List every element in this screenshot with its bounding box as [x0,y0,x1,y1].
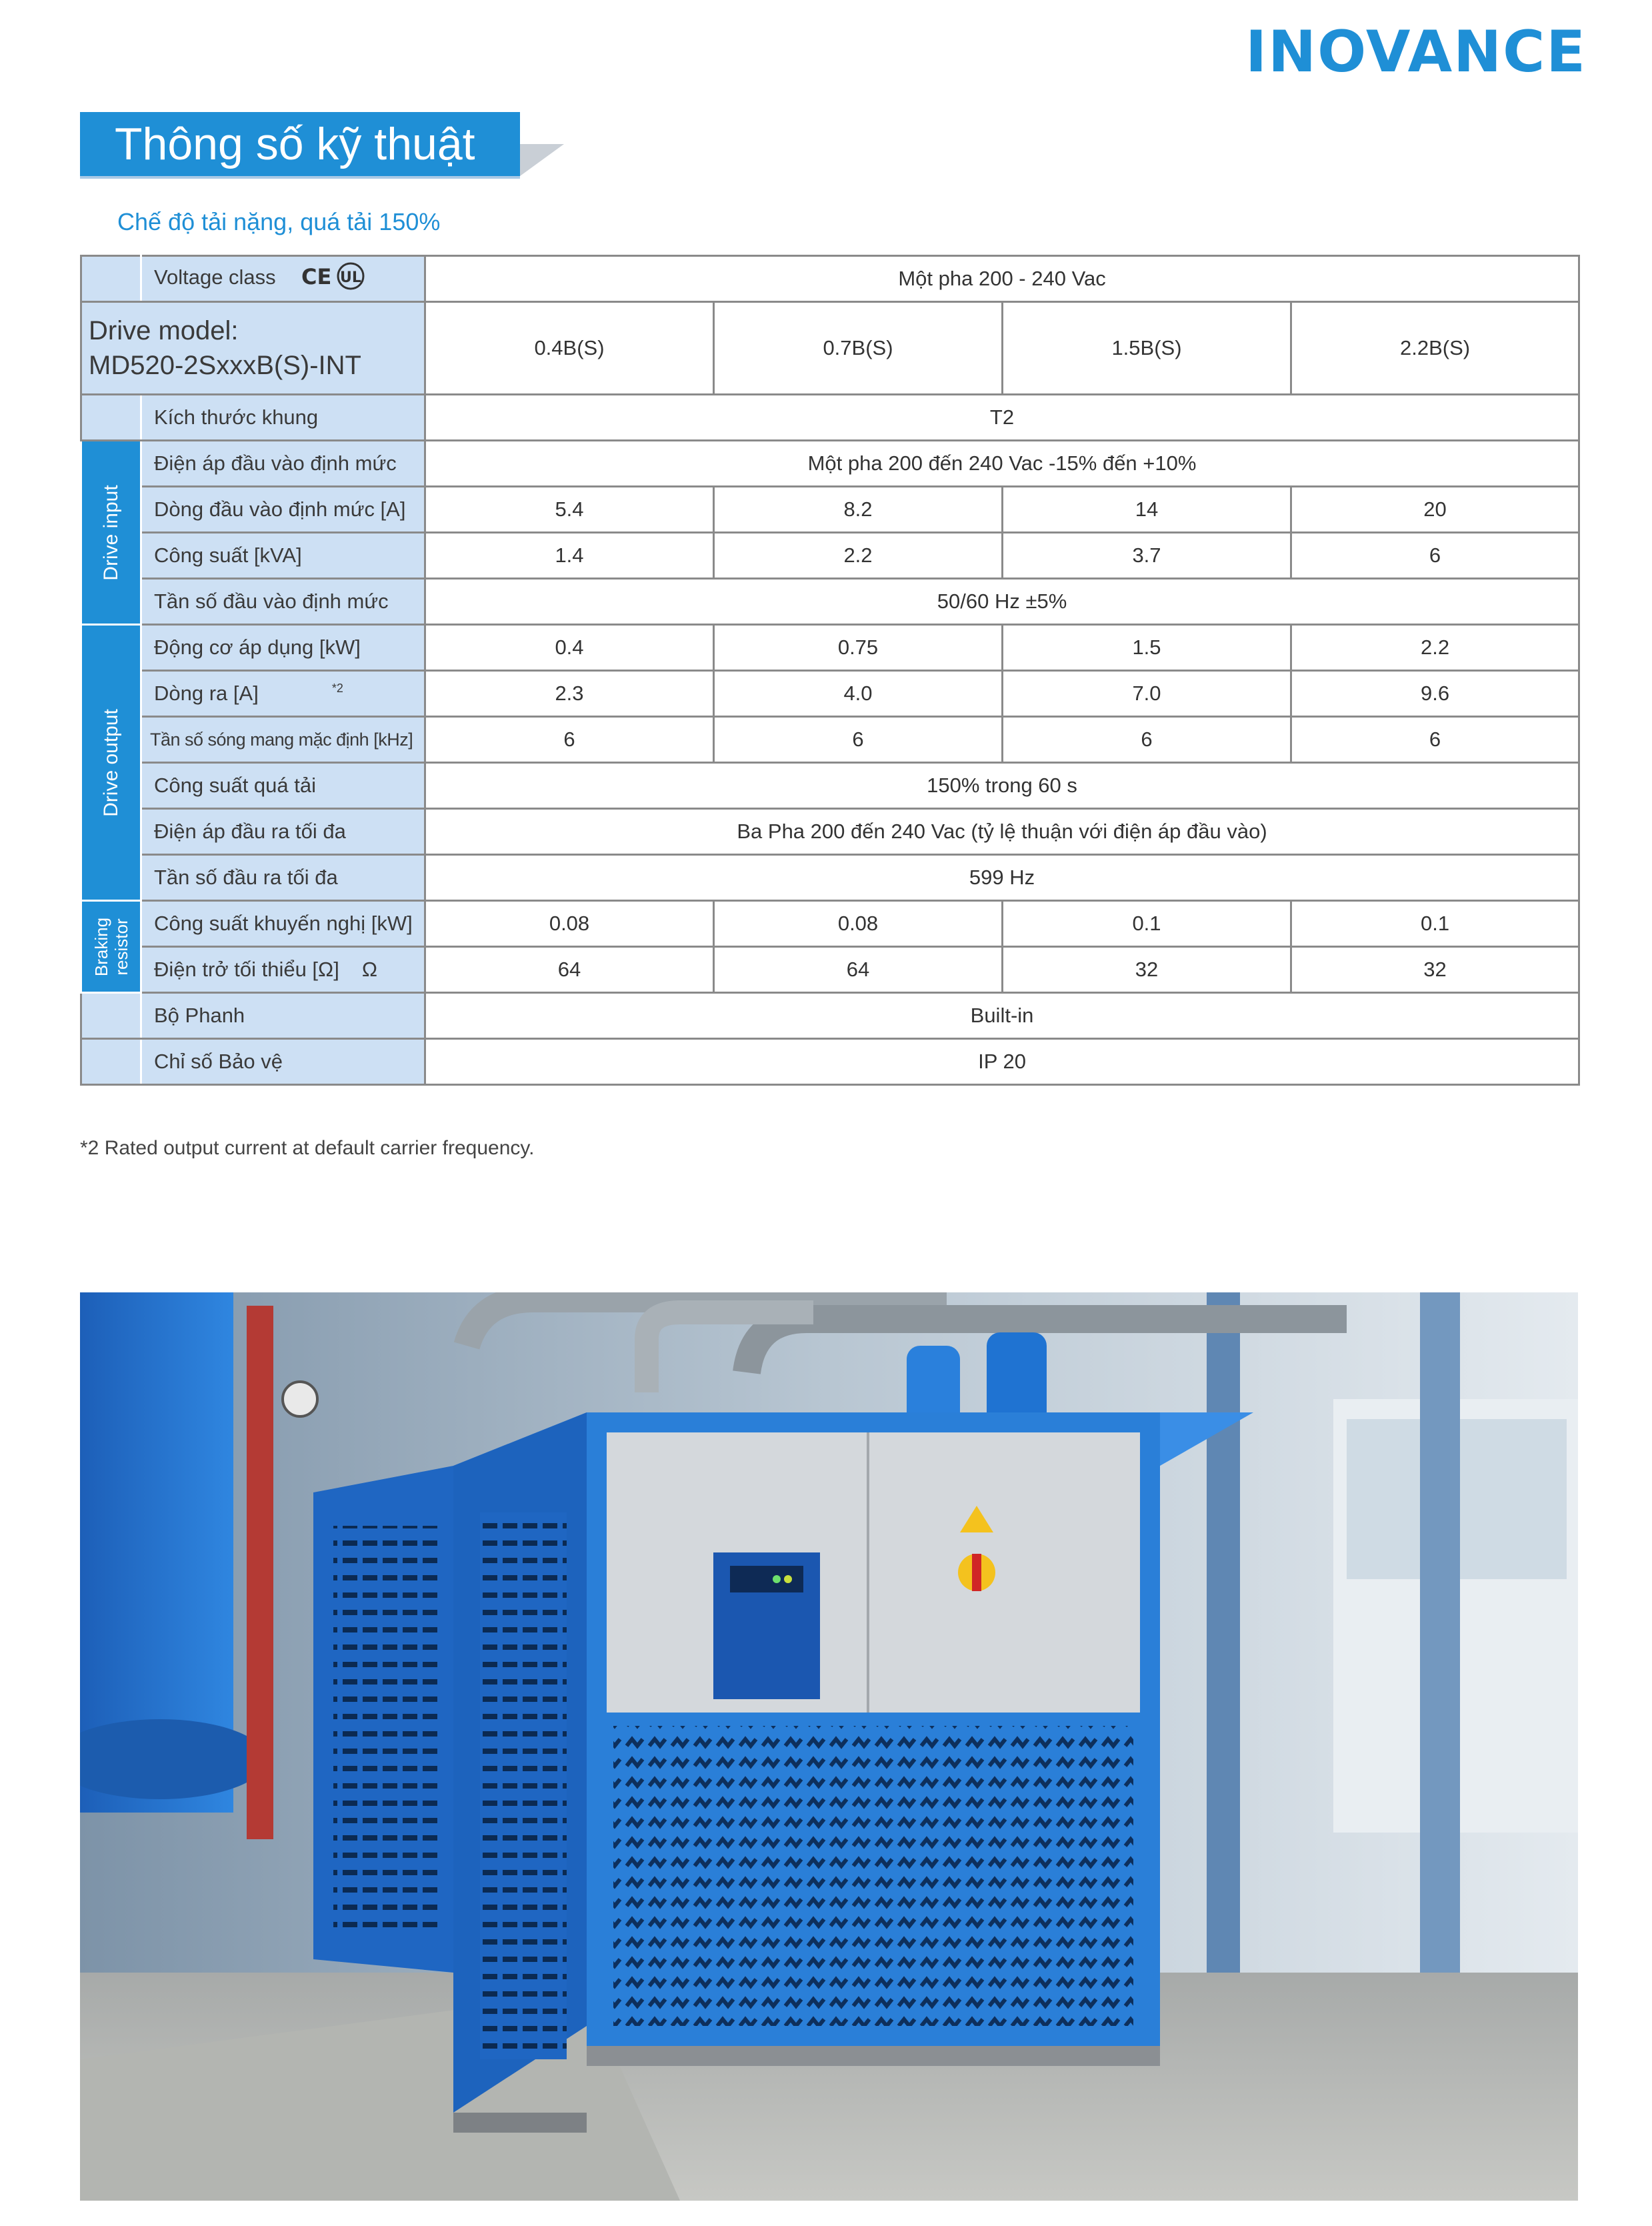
cell-value: 4.0 [714,671,1003,717]
cell-value: Ba Pha 200 đến 240 Vac (tỷ lệ thuận với điện áp đầu vào) [425,809,1579,855]
row-label: Động cơ áp dụng [kW] [141,625,425,671]
spec-table [80,255,1580,1086]
group-drive-output [81,625,141,901]
row-power-capacity [81,533,1579,579]
cell-value: 0.08 [425,901,714,947]
page-title: Thông số kỹ thuật [80,112,520,176]
cell-value: 2.2 [1291,625,1579,671]
cell-value: 6 [1291,717,1579,763]
row-max-output-frequency [81,855,1579,901]
cell-value: 0.75 [714,625,1003,671]
row-label: Công suất khuyến nghị [kW] [141,901,425,947]
group-spacer [81,993,141,1039]
row-label: Tần số đầu ra tối đa [141,855,425,901]
footnote-marker: *2 [331,682,343,695]
row-drive-model [81,302,1579,395]
cell-value: 50/60 Hz ±5% [425,579,1579,625]
model-cell: 1.5B(S) [1003,302,1291,395]
model-cell: 2.2B(S) [1291,302,1579,395]
cell-value: 9.6 [1291,671,1579,717]
row-carrier-frequency [81,717,1579,763]
footnote: *2 Rated output current at default carrier frequency. [80,1137,535,1159]
cell-value: 32 [1003,947,1291,993]
row-label: Điện áp đầu ra tối đa [141,809,425,855]
cell-value: 14 [1003,487,1291,533]
row-label [141,671,425,717]
cell-value: 6 [714,717,1003,763]
group-braking-resistor [81,901,141,993]
cell-value: 1.4 [425,533,714,579]
cell-value: 150% trong 60 s [425,763,1579,809]
row-label: Tần số đầu vào định mức [141,579,425,625]
cell-value: 7.0 [1003,671,1291,717]
drive-model-line2: MD520-2SxxxB(S)-INT [89,351,361,380]
cell-value: 0.1 [1003,901,1291,947]
row-max-output-voltage [81,809,1579,855]
row-label: Bộ Phanh [141,993,425,1039]
section-title [80,112,547,179]
cell-value: 0.08 [714,901,1003,947]
row-min-resistance [81,947,1579,993]
drive-model-line1: Drive model: [89,316,239,345]
model-cell: 0.4B(S) [425,302,714,395]
cell-value: 6 [1003,717,1291,763]
ul-mark-icon: UL [340,269,362,286]
group-drive-input [81,441,141,625]
row-recommended-power [81,901,1579,947]
row-label [141,256,425,302]
title-tab-decoration [520,144,564,176]
row-label: Chỉ số Bảo vệ [141,1039,425,1085]
cell-value: 2.3 [425,671,714,717]
product-photo [80,1292,1578,2201]
row-label: Tần số sóng mang mặc định [kHz] [141,717,425,763]
drive-model-label [81,302,425,395]
row-rated-input-frequency [81,579,1579,625]
cell-value: 8.2 [714,487,1003,533]
row-rated-input-current [81,487,1579,533]
model-cell: 0.7B(S) [714,302,1003,395]
ce-mark-icon: CE [301,264,332,289]
cell-value: 3.7 [1003,533,1291,579]
page-subtitle: Chế độ tải nặng, quá tải 150% [117,208,441,235]
row-rated-input-voltage [81,441,1579,487]
front-vent-grille [613,1726,1133,2026]
group-spacer [81,1039,141,1085]
group-label: Drive input [99,484,122,581]
cell-value: Một pha 200 - 240 Vac [425,256,1579,302]
row-label-text: Điện trở tối thiểu [Ω] [154,958,339,981]
row-label: Công suất [kVA] [141,533,425,579]
row-label: Dòng đầu vào định mức [A] [141,487,425,533]
cell-value: 6 [425,717,714,763]
cell-value: 20 [1291,487,1579,533]
row-frame-size [81,395,1579,441]
cell-value: Built-in [425,993,1579,1039]
cell-value: IP 20 [425,1039,1579,1085]
control-panel [607,1432,1140,1713]
row-applicable-motor [81,625,1579,671]
row-label [141,947,425,993]
cell-value: 1.5 [1003,625,1291,671]
ce-ul-mark-icon [301,261,365,291]
group-label: Drive output [99,708,122,817]
cell-value: 32 [1291,947,1579,993]
row-label: Điện áp đầu vào định mức [141,441,425,487]
cell-value: Một pha 200 đến 240 Vac -15% đến +10% [425,441,1579,487]
row-output-current [81,671,1579,717]
cell-value: 0.1 [1291,901,1579,947]
cell-value: 64 [714,947,1003,993]
row-label: Kích thước khung [141,395,425,441]
group-label-line2: resistor [111,918,131,976]
cell-value: 64 [425,947,714,993]
pressure-gauge [283,1382,317,1416]
row-protection [81,1039,1579,1085]
row-voltage-class [81,256,1579,302]
cell-value: 6 [1291,533,1579,579]
cell-value: 2.2 [714,533,1003,579]
air-dryer-illustration [80,1292,1578,2201]
group-spacer [81,256,141,302]
cell-value: 0.4 [425,625,714,671]
cell-value: 599 Hz [425,855,1579,901]
row-label-unit: Ω [361,958,378,981]
group-label-line1: Braking [91,917,111,976]
certification-icons [301,261,365,296]
row-label-text: Voltage class [154,265,276,289]
brand-logo: INOVANCE [1245,19,1587,85]
title-underline [80,176,520,179]
row-brake-unit [81,993,1579,1039]
cell-value: T2 [425,395,1579,441]
cell-value: 5.4 [425,487,714,533]
row-label: Công suất quá tải [141,763,425,809]
row-label-text: Dòng ra [A] [154,682,259,705]
group-spacer [81,395,141,441]
group-label [91,917,131,976]
row-overload-capacity [81,763,1579,809]
